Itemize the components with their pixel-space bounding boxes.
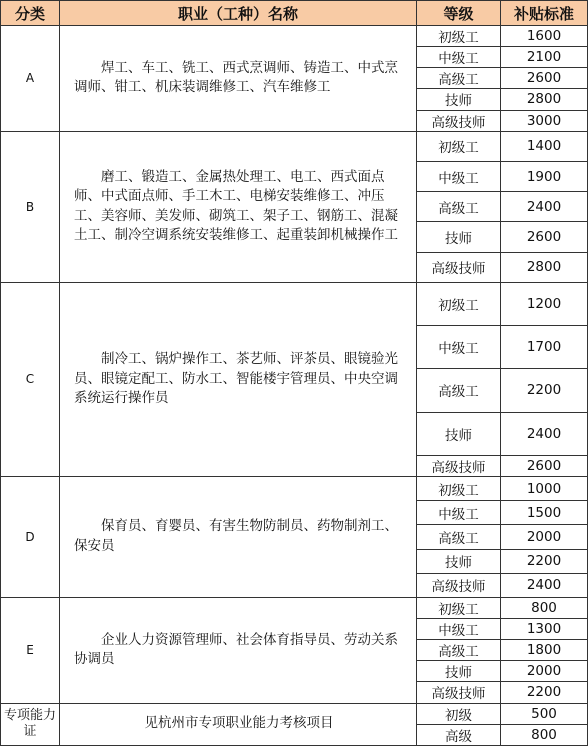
grade-cell: 技师	[417, 661, 501, 682]
grade-cell: 技师	[417, 222, 501, 252]
subsidy-cell: 800	[501, 724, 588, 745]
subsidy-cell: 1400	[501, 131, 588, 161]
header-occupation: 职业（工种）名称	[60, 1, 417, 26]
header-category: 分类	[1, 1, 60, 26]
table-row	[1, 597, 588, 618]
category-cell: E	[1, 597, 60, 703]
subsidy-cell: 2100	[501, 47, 588, 68]
table-row	[1, 703, 588, 724]
subsidy-cell: 1000	[501, 477, 588, 501]
subsidy-cell: 2000	[501, 661, 588, 682]
grade-cell: 高级工	[417, 369, 501, 412]
header-grade: 等级	[417, 1, 501, 26]
category-cell: D	[1, 477, 60, 598]
occupation-cell: 见杭州市专项职业能力考核项目	[60, 703, 417, 745]
grade-cell: 高级工	[417, 192, 501, 222]
grade-cell: 初级	[417, 703, 501, 724]
grade-cell: 高级技师	[417, 573, 501, 597]
category-cell: B	[1, 131, 60, 282]
occupation-cell: 保育员、育婴员、有害生物防制员、药物制剂工、保安员	[60, 477, 417, 598]
grade-cell: 技师	[417, 549, 501, 573]
subsidy-cell: 2800	[501, 89, 588, 110]
grade-cell: 初级工	[417, 26, 501, 47]
subsidy-cell: 500	[501, 703, 588, 724]
subsidy-cell: 2200	[501, 369, 588, 412]
subsidy-cell: 2600	[501, 222, 588, 252]
grade-cell: 初级工	[417, 131, 501, 161]
grade-cell: 技师	[417, 412, 501, 455]
subsidy-cell: 2200	[501, 549, 588, 573]
subsidy-cell: 800	[501, 597, 588, 618]
grade-cell: 高级工	[417, 68, 501, 89]
grade-cell: 中级工	[417, 501, 501, 525]
subsidy-cell: 2200	[501, 682, 588, 703]
grade-cell: 中级工	[417, 161, 501, 191]
grade-cell: 高级工	[417, 640, 501, 661]
grade-cell: 初级工	[417, 282, 501, 325]
grade-cell: 高级	[417, 724, 501, 745]
subsidy-cell: 2600	[501, 68, 588, 89]
grade-cell: 初级工	[417, 477, 501, 501]
subsidy-cell: 1600	[501, 26, 588, 47]
subsidy-cell: 2600	[501, 455, 588, 476]
subsidy-cell: 1500	[501, 501, 588, 525]
occupation-cell: 磨工、锻造工、金属热处理工、电工、西式面点师、中式面点师、手工木工、电梯安装维修工、冲压工、美容师、美发师、砌筑工、架子工、钢筋工、混凝土工、制冷空调系统安装维修工、起重装卸机械操作工	[60, 131, 417, 282]
grade-cell: 中级工	[417, 47, 501, 68]
subsidy-cell: 1900	[501, 161, 588, 191]
subsidy-cell: 2400	[501, 192, 588, 222]
grade-cell: 中级工	[417, 326, 501, 369]
table-row	[1, 477, 588, 501]
occupation-cell: 制冷工、锅炉操作工、茶艺师、评茶员、眼镜验光员、眼镜定配工、防水工、智能楼宇管理员、中央空调系统运行操作员	[60, 282, 417, 476]
table-row	[1, 282, 588, 325]
grade-cell: 中级工	[417, 618, 501, 639]
subsidy-cell: 2000	[501, 525, 588, 549]
table-row	[1, 131, 588, 161]
subsidy-cell: 2400	[501, 573, 588, 597]
occupation-cell: 企业人力资源管理师、社会体育指导员、劳动关系协调员	[60, 597, 417, 703]
category-cell: A	[1, 26, 60, 132]
occupation-cell: 焊工、车工、铣工、西式烹调师、铸造工、中式烹调师、钳工、机床装调维修工、汽车维修工	[60, 26, 417, 132]
subsidy-cell: 1200	[501, 282, 588, 325]
grade-cell: 高级技师	[417, 682, 501, 703]
header-row	[1, 1, 588, 26]
subsidy-cell: 1800	[501, 640, 588, 661]
grade-cell: 高级技师	[417, 252, 501, 282]
grade-cell: 高级技师	[417, 110, 501, 131]
subsidy-cell: 1300	[501, 618, 588, 639]
subsidy-cell: 2400	[501, 412, 588, 455]
grade-cell: 初级工	[417, 597, 501, 618]
category-cell: 专项能力证	[1, 703, 60, 745]
subsidy-cell: 3000	[501, 110, 588, 131]
subsidy-cell: 2800	[501, 252, 588, 282]
category-cell: C	[1, 282, 60, 476]
grade-cell: 高级技师	[417, 455, 501, 476]
grade-cell: 技师	[417, 89, 501, 110]
header-subsidy: 补贴标准	[501, 1, 588, 26]
table-row	[1, 26, 588, 47]
subsidy-cell: 1700	[501, 326, 588, 369]
grade-cell: 高级工	[417, 525, 501, 549]
